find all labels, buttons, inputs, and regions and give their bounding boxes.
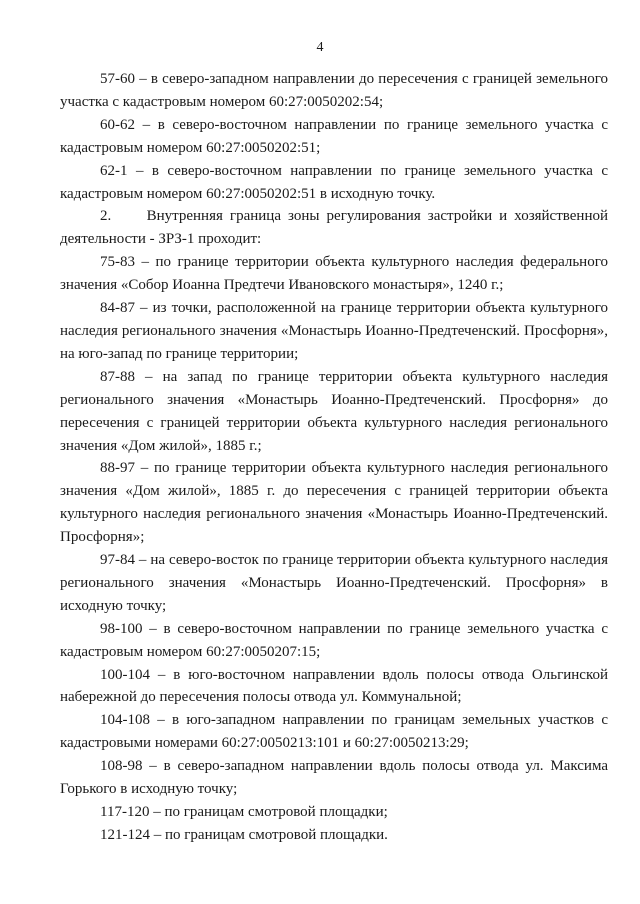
- paragraph-104-108: 104-108 – в юго-западном направлении по границам земельных участков с кадастровыми номерами 60:27:0050213:101 и 60:27:0050213:29;: [60, 712, 608, 752]
- page-number: 4: [316, 40, 324, 55]
- paragraph-62-1: 62-1 – в северо-восточном направлении по границе земельного участка с кадастровым номером 60:27:0050202:51 в исходную точку.: [60, 162, 608, 202]
- section-2-heading: 2. Внутренняя граница зоны регулирования застройки и хозяйственной деятельности - ЗРЗ-1 проходит:: [60, 208, 608, 248]
- paragraph-121-124: 121-124 – по границам смотровой площадки.: [100, 826, 388, 843]
- document-body: [60, 68, 608, 847]
- paragraph-100-104: 100-104 – в юго-восточном направлении вдоль полосы отвода Ольгинской набережной до пересечения полосы отвода ул. Коммунальной;: [60, 666, 608, 706]
- paragraph-88-97: 88-97 – по границе территории объекта культурного наследия регионального значения «Дом жилой», 1885 г. до пересечения с границей территории объекта культурного наследия регионального значения «Монастырь Иоанно-Предтеченский. Просфорня»;: [60, 460, 608, 546]
- paragraph-60-62: 60-62 – в северо-восточном направлении по границе земельного участка с кадастровым номером 60:27:0050202:51;: [60, 116, 608, 156]
- paragraph-97-84: 97-84 – на северо-восток по границе территории объекта культурного наследия регионального значения «Монастырь Иоанно-Предтеченский. Просфорня» в исходную точку;: [60, 552, 608, 614]
- paragraph-87-88: 87-88 – на запад по границе территории объекта культурного наследия регионального значения «Монастырь Иоанно-Предтеченский. Просфорня» до пересечения с границей территории объекта культурного наследия регионального значения «Дом жилой», 1885 г.;: [60, 368, 608, 454]
- paragraph-84-87: 84-87 – из точки, расположенной на границе территории объекта культурного наследия регионального значения «Монастырь Иоанно-Предтеченский. Просфорня», на юго-запад по границе территории;: [60, 300, 608, 362]
- paragraph-98-100: 98-100 – в северо-восточном направлении по границе земельного участка с кадастровым номером 60:27:0050207:15;: [60, 620, 608, 660]
- paragraph-108-98: 108-98 – в северо-западном направлении вдоль полосы отвода ул. Максима Горького в исходную точку;: [60, 758, 608, 798]
- paragraph-117-120: 117-120 – по границам смотровой площадки;: [100, 804, 388, 820]
- paragraph-75-83: 75-83 – по границе территории объекта культурного наследия федерального значения «Собор Иоанна Предтечи Ивановского монастыря», 1240 г.;: [60, 254, 608, 294]
- paragraph-57-60: 57-60 – в северо-западном направлении до пересечения с границей земельного участка с кадастровым номером 60:27:0050202:54;: [60, 71, 608, 110]
